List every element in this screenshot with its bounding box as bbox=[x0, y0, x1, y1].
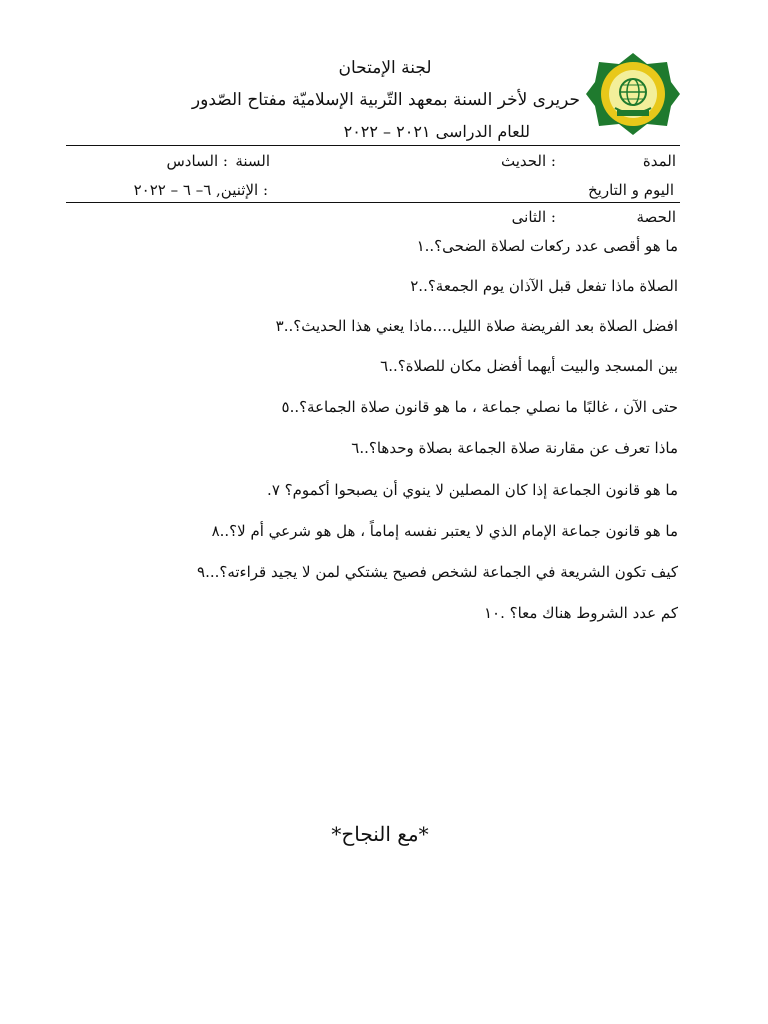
period-label: الحصة bbox=[636, 208, 676, 226]
header-divider bbox=[66, 145, 680, 146]
question-6: ماذا تعرف عن مقارنة صلاة الجماعة بصلاة وحدها؟..٦ bbox=[351, 439, 678, 457]
date-value: : الإثنين, ٦– ٦ – ٢٠٢٢ bbox=[133, 181, 268, 199]
info-divider bbox=[66, 202, 680, 203]
school-logo bbox=[585, 52, 681, 136]
question-3: افضل الصلاة بعد الفريضة صلاة الليل....ماذا يعني هذا الحديث؟..٣ bbox=[275, 317, 678, 335]
school-title: حريرى لأخر السنة بمعهد التّربية الإسلاميّة مفتاح الصّدور bbox=[191, 90, 580, 110]
question-1: ما هو أقصى عدد ركعات لصلاة الضحى؟..١ bbox=[416, 237, 678, 255]
grade-value: : السادس bbox=[166, 152, 228, 170]
question-10: كم عدد الشروط هناك معا؟ .١٠ bbox=[483, 604, 678, 622]
question-2: الصلاة ماذا تفعل قبل الآذان يوم الجمعة؟..٢ bbox=[410, 277, 678, 295]
subject-value: : الحديث bbox=[500, 152, 556, 170]
question-8: ما هو قانون جماعة الإمام الذي لا يعتبر نفسه إماماً ، هل هو شرعي أم لا؟..٨ bbox=[211, 522, 678, 540]
date-label: اليوم و التاريخ bbox=[587, 181, 674, 199]
question-7: ما هو قانون الجماعة إذا كان المصلين لا ينوي أن يصبحوا أكموم؟ ٧. bbox=[267, 481, 678, 499]
period-value: : الثانى bbox=[511, 208, 556, 226]
question-9: كيف تكون الشريعة في الجماعة لشخص فصيح يشتكي لمن لا يجيد قراءته؟...٩ bbox=[197, 563, 678, 581]
grade-label: السنة bbox=[235, 152, 270, 170]
good-luck-footer: *مع النجاح* bbox=[331, 822, 429, 846]
exam-committee-title: لجنة الإمتحان bbox=[338, 58, 432, 78]
question-4: بين المسجد والبيت أيهما أفضل مكان للصلاة؟..٦ bbox=[380, 357, 678, 375]
question-5: حتى الآن ، غالبًا ما نصلي جماعة ، ما هو قانون صلاة الجماعة؟..٥ bbox=[281, 398, 678, 416]
subject-label: المدة bbox=[642, 152, 676, 170]
academic-year: للعام الدراسى ٢٠٢١ – ٢٠٢٢ bbox=[343, 122, 530, 141]
